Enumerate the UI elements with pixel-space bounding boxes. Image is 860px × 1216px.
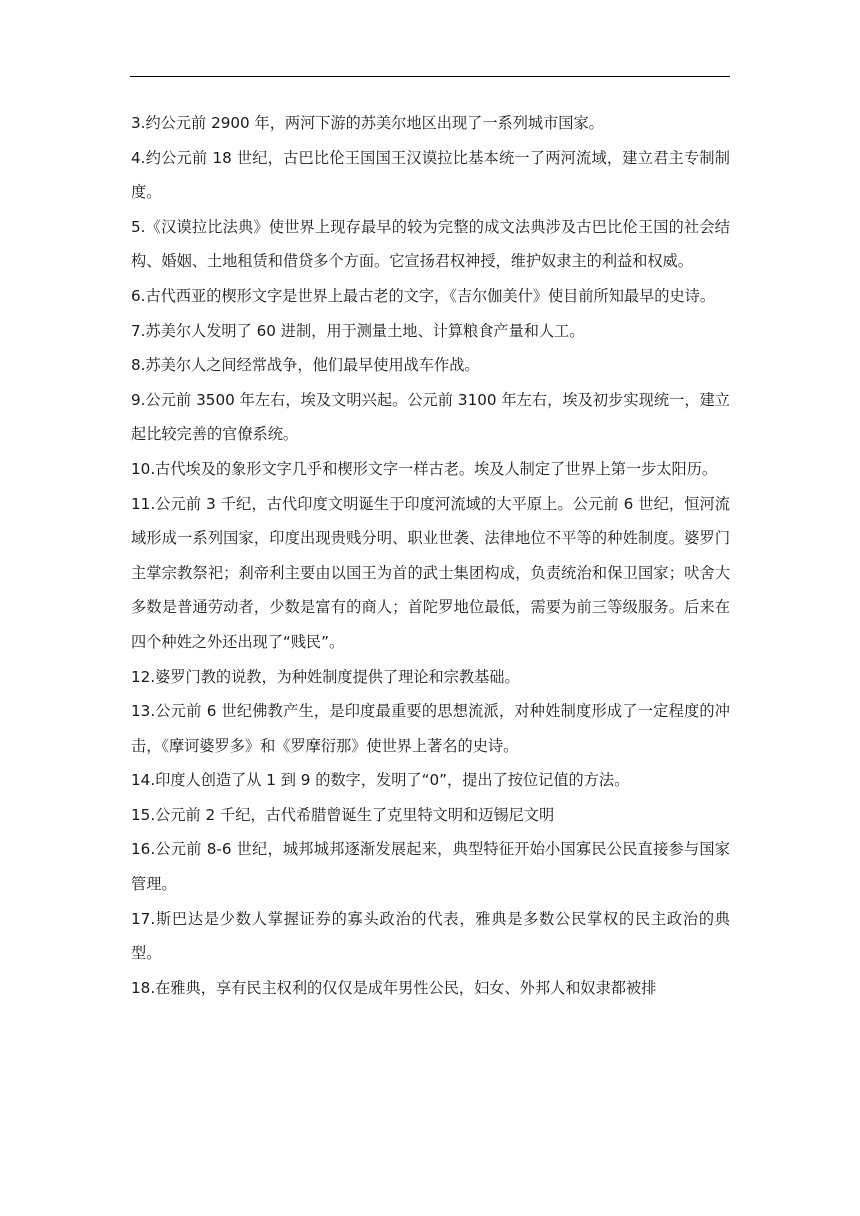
paragraph-item-3: 3.约公元前 2900 年，两河下游的苏美尔地区出现了一系列城市国家。 (131, 114, 604, 132)
paragraph-item-6: 6.古代西亚的楔形文字是世界上最古老的文字，《吉尔伽美什》使目前所知最早的史诗。 (131, 286, 716, 305)
paragraph-item-7: 7.苏美尔人发明了 60 进制，用于测量土地、计算粮食产量和人工。 (131, 321, 585, 340)
paragraph-item-12: 12.婆罗门教的说教，为种姓制度提供了理论和宗教基础。 (131, 667, 520, 686)
paragraph-item-8: 8.苏美尔人之间经常战争，他们最早使用战车作战。 (131, 356, 480, 375)
paragraph-item-11: 11.公元前 3 千纪，古代印度文明诞生于印度河流域的大平原上。公元前 6 世纪，恒河流域形成一系列国家，印度出现贵贱分明、职业世袭、法律地位不平等的种姓制度。婆罗门主掌宗教祭祀；刹帝利主要由以国王为首的武士集团构成，负责统治和保卫国家；吠舍大多数是普通劳动者，少数是富有的商人；首陀罗地位最低，需要为前三等级服务。后来在四个种姓之外还出现了“贱民”。 (131, 494, 730, 651)
paragraph-item-16: 16.公元前 8-6 世纪，城邦城邦逐渐发展起来，典型特征开始小国寡民公民直接参与国家管理。 (131, 840, 730, 894)
paragraph-item-10: 10.古代埃及的象形文字几乎和楔形文字一样古老。埃及人制定了世界上第一步太阳历。 (131, 459, 718, 478)
paragraph-item-5: 5.《汉谟拉比法典》使世界上现存最早的较为完整的成文法典涉及古巴比伦王国的社会结构、婚姻、土地租赁和借贷多个方面。它宣扬君权神授，维护奴隶主的利益和权威。 (131, 217, 730, 271)
paragraph-item-14: 14.印度人创造了从 1 到 9 的数字，发明了“0”，提出了按位记值的方法。 (131, 771, 630, 790)
paragraph-item-9: 9.公元前 3500 年左右，埃及文明兴起。公元前 3100 年左右，埃及初步实现统一，建立起比较完善的官僚系统。 (131, 390, 730, 444)
paragraph-item-13: 13.公元前 6 世纪佛教产生，是印度最重要的思想流派，对种姓制度形成了一定程度的冲击，《摩诃婆罗多》和《罗摩衍那》使世界上著名的史诗。 (131, 702, 730, 755)
header-rule (130, 76, 730, 77)
paragraph-item-17: 17.斯巴达是少数人掌握证券的寡头政治的代表，雅典是多数公民掌权的民主政治的典型。 (131, 909, 730, 963)
paragraph-item-15: 15.公元前 2 千纪，古代希腊曾诞生了克里特文明和迈锡尼文明 (131, 805, 555, 824)
document-body (131, 106, 730, 1005)
paragraph-item-18: 18.在雅典，享有民主权利的仅仅是成年男性公民，妇女、外邦人和奴隶都被排 (131, 978, 657, 997)
paragraph-item-4: 4.约公元前 18 世纪，古巴比伦王国国王汉谟拉比基本统一了两河流域，建立君主专制制度。 (131, 148, 730, 202)
